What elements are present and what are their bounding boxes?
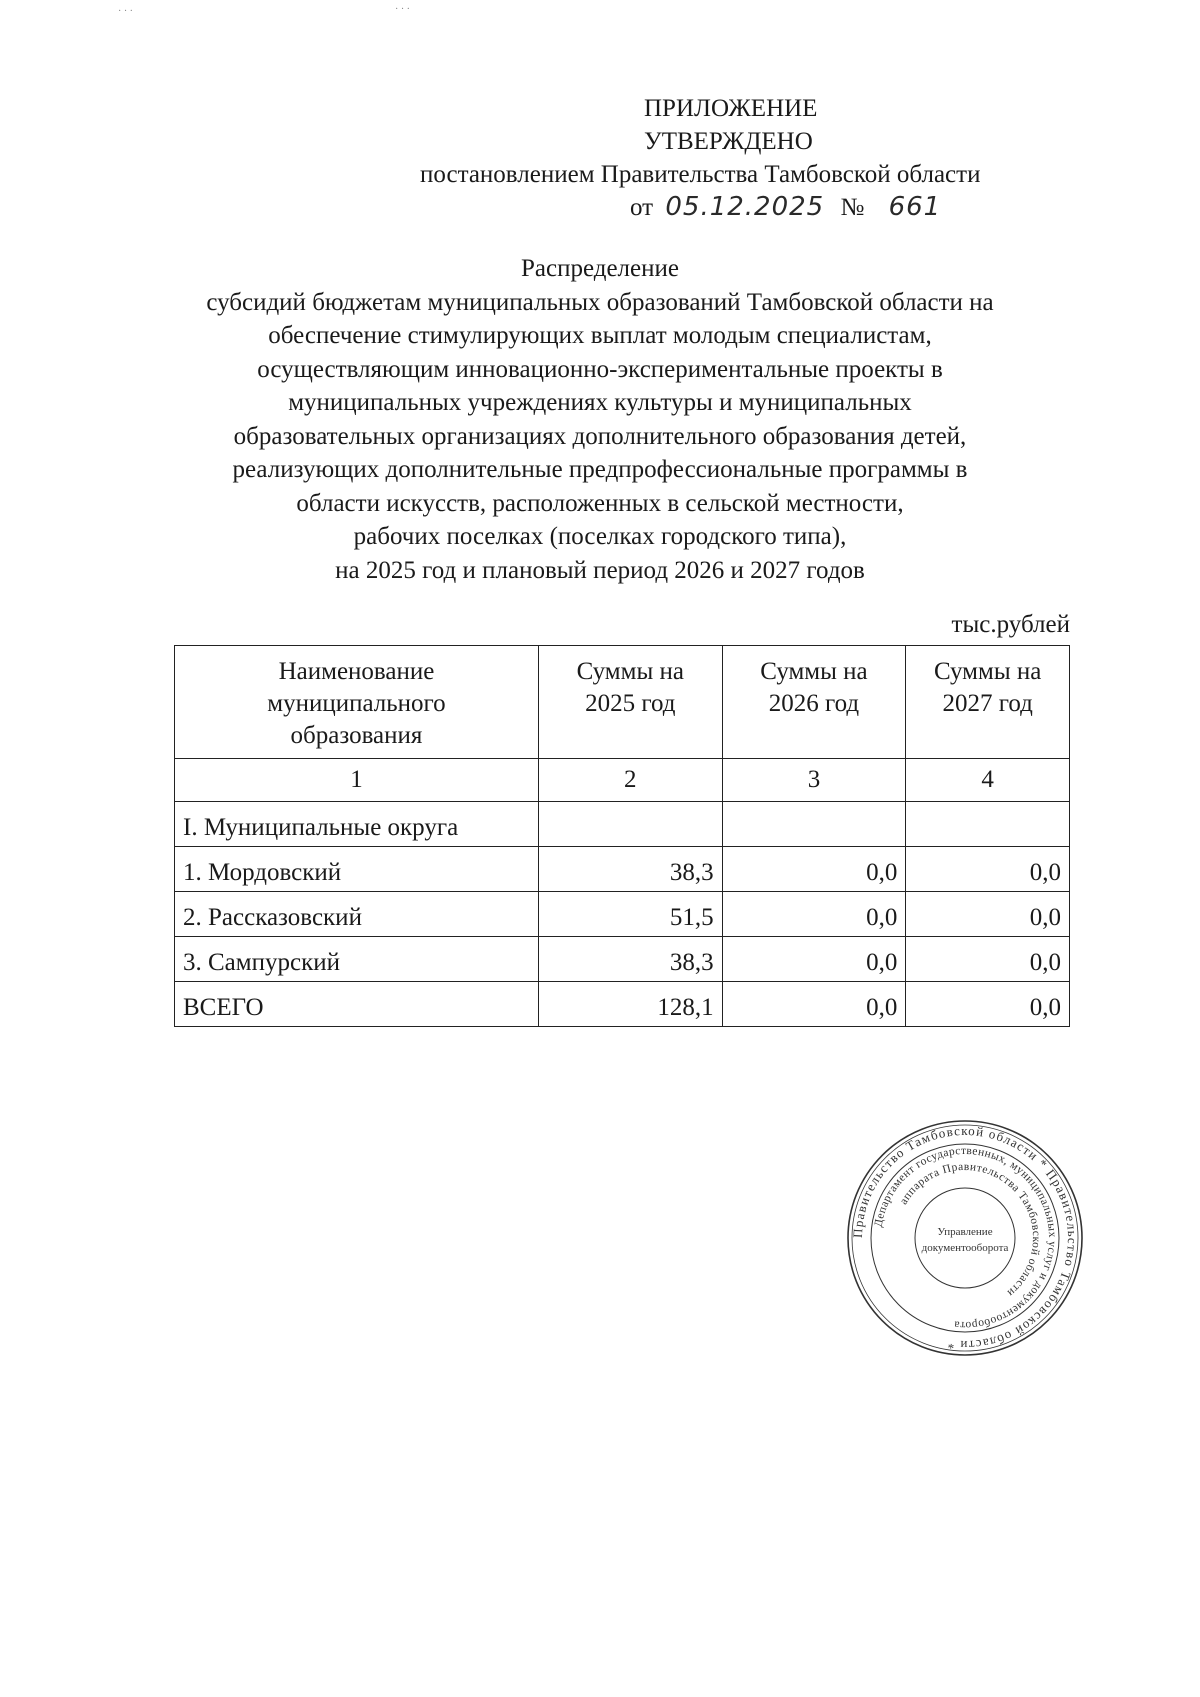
total-label: ВСЕГО — [175, 982, 539, 1027]
sum-2026: 0,0 — [722, 937, 906, 982]
decree-reference: постановлением Правительства Тамбовской области — [420, 161, 981, 188]
title-line: рабочих поселках (поселках городского типа), — [353, 523, 847, 550]
section-title: I. Муниципальные округа — [175, 802, 539, 847]
sum-2025: 51,5 — [538, 892, 722, 937]
table-row — [175, 892, 1070, 937]
approval-header — [420, 92, 1060, 224]
units-label: тыс.рублей — [951, 611, 1070, 638]
scan-artifact: · · · — [395, 4, 410, 15]
title-line: области искусств, расположенных в сельской местности, — [296, 489, 904, 517]
column-number: 4 — [906, 759, 1070, 802]
municipality-name: 2. Рассказовский — [175, 892, 539, 937]
document-title — [130, 252, 1070, 587]
total-2026: 0,0 — [722, 982, 906, 1027]
empty-cell — [906, 802, 1070, 847]
sum-2025: 38,3 — [538, 847, 722, 892]
empty-cell — [538, 802, 722, 847]
header-sum-2026 — [722, 646, 906, 759]
stamp-center-line1: Управление — [937, 1226, 993, 1238]
title-line: осуществляющим инновационно-экспериментальные проекты в — [257, 355, 943, 383]
header-text: Суммы на — [576, 658, 684, 685]
scan-artifact: · · · — [118, 6, 133, 17]
header-text: Наименование — [278, 658, 435, 685]
from-label: от — [630, 194, 654, 221]
total-row — [175, 982, 1070, 1027]
header-municipality-name — [175, 646, 539, 759]
stamp-outer-text: Правительство Тамбовской области * Правительство Тамбовской области * — [849, 1122, 1081, 1354]
header-text: Суммы на — [760, 658, 868, 685]
header-text: 2026 год — [768, 690, 860, 717]
title-line: муниципальных учреждениях культуры и муниципальных — [288, 389, 912, 416]
sum-2027: 0,0 — [906, 892, 1070, 937]
official-stamp — [845, 1118, 1085, 1358]
table-row — [175, 937, 1070, 982]
title-line: субсидий бюджетам муниципальных образований Тамбовской области на — [206, 288, 994, 316]
municipality-name: 3. Сампурский — [175, 937, 539, 982]
title-line: Распределение — [521, 255, 679, 282]
title-line: на 2025 год и плановый период 2026 и 2027 годов — [335, 556, 865, 584]
handwritten-number: 661 — [888, 192, 942, 222]
stamp-middle-text: Департамент государственных, муниципальных услуг и документооборота — [872, 1144, 1059, 1332]
subsidy-distribution-table — [174, 645, 1070, 1027]
column-number: 2 — [538, 759, 722, 802]
handwritten-date: 05.12.2025 — [665, 192, 825, 222]
column-number-row — [175, 759, 1070, 802]
header-text: 2025 год — [585, 690, 676, 717]
sum-2025: 38,3 — [538, 937, 722, 982]
approved-label: УТВЕРЖДЕНО — [644, 128, 813, 155]
municipality-name: 1. Мордовский — [175, 847, 539, 892]
number-label: № — [840, 194, 865, 221]
header-text: Суммы на — [933, 658, 1042, 685]
header-sum-2027 — [906, 646, 1070, 759]
title-line: образовательных организациях дополнительного образования детей, — [233, 422, 967, 450]
column-number: 3 — [722, 759, 906, 802]
empty-cell — [722, 802, 906, 847]
sum-2027: 0,0 — [906, 937, 1070, 982]
header-text: 2027 год — [942, 690, 1033, 717]
section-row — [175, 802, 1070, 847]
title-line: реализующих дополнительные предпрофессиональные программы в — [232, 456, 968, 483]
table-header-row — [175, 646, 1070, 759]
sum-2026: 0,0 — [722, 847, 906, 892]
stamp-center-ring — [915, 1188, 1015, 1288]
decree-date-line — [420, 191, 1060, 224]
total-2027: 0,0 — [906, 982, 1070, 1027]
header-sum-2025 — [538, 646, 722, 759]
sum-2027: 0,0 — [906, 847, 1070, 892]
title-line: обеспечение стимулирующих выплат молодым специалистам, — [268, 322, 932, 349]
header-text: образования — [290, 722, 423, 749]
stamp-inner-text: аппарата Правительства Тамбовской области — [897, 1160, 1043, 1299]
header-text: муниципального — [267, 690, 446, 717]
sum-2026: 0,0 — [722, 892, 906, 937]
total-2025: 128,1 — [538, 982, 722, 1027]
table-row — [175, 847, 1070, 892]
stamp-center-line2: документооборота — [921, 1242, 1009, 1254]
column-number: 1 — [175, 759, 539, 802]
appendix-label: ПРИЛОЖЕНИЕ — [644, 95, 818, 122]
